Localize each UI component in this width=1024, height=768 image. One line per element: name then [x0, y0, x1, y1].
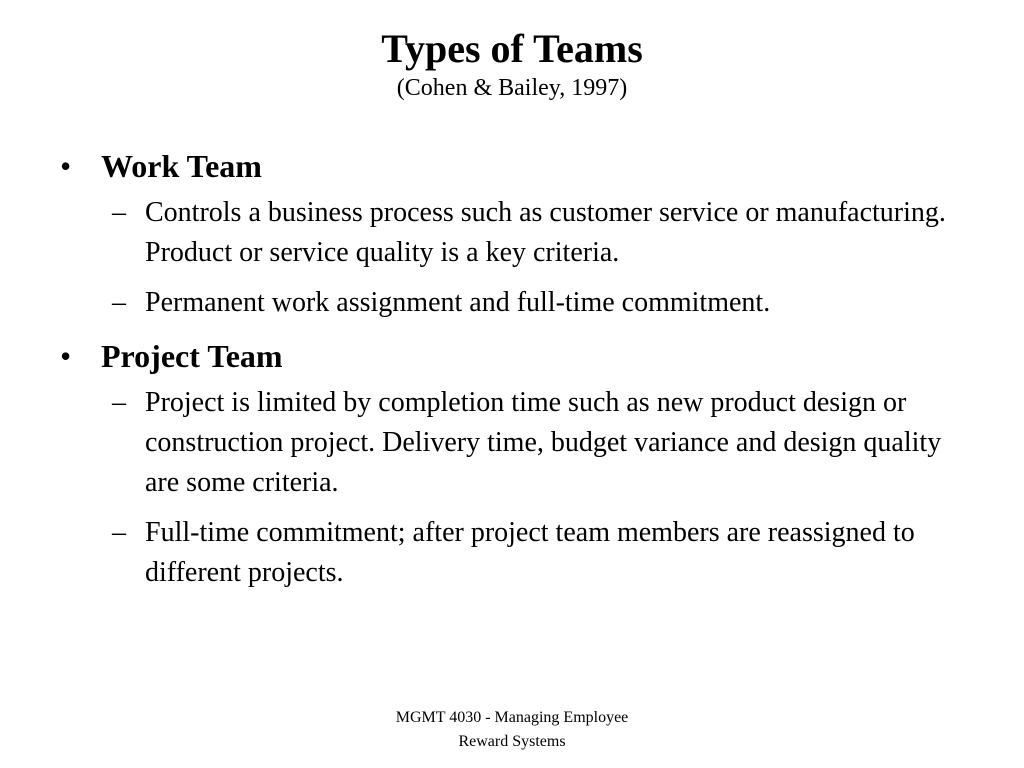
sub-point-text: Full-time commitment; after project team members are reassigned to different projects.: [145, 517, 915, 588]
bullet-project-team: [60, 333, 960, 379]
sub-point: [60, 283, 960, 323]
sub-point: [60, 193, 960, 273]
title-block: [0, 26, 1024, 102]
sub-point-text: Project is limited by completion time such as new product design or construction project. Delivery time, budget variance and design quality are some criteria.: [145, 387, 942, 498]
slide-footer: [0, 706, 1024, 754]
work-team-points: [60, 193, 960, 323]
footer-line-2: Reward Systems: [458, 733, 566, 750]
bullet-icon: •: [60, 148, 72, 184]
sub-point: [60, 513, 960, 593]
sub-point-text: Permanent work assignment and full-time commitment.: [145, 287, 771, 318]
dash-icon: –: [112, 197, 126, 228]
slide-subtitle: (Cohen & Bailey, 1997): [396, 75, 628, 101]
slide-content: [60, 143, 960, 603]
bullet-heading: Project Team: [101, 338, 283, 374]
bullet-heading: Work Team: [101, 148, 262, 184]
bullet-icon: •: [60, 338, 72, 374]
footer-line-1: MGMT 4030 - Managing Employee: [395, 709, 629, 726]
sub-point-text: Controls a business process such as customer service or manufacturing. Product or service quality is a key criteria.: [145, 197, 946, 268]
slide-title: Types of Teams: [381, 26, 643, 71]
dash-icon: –: [112, 387, 126, 418]
sub-point: [60, 383, 960, 503]
dash-icon: –: [112, 287, 126, 318]
project-team-points: [60, 383, 960, 593]
dash-icon: –: [112, 517, 126, 548]
bullet-work-team: [60, 143, 960, 189]
